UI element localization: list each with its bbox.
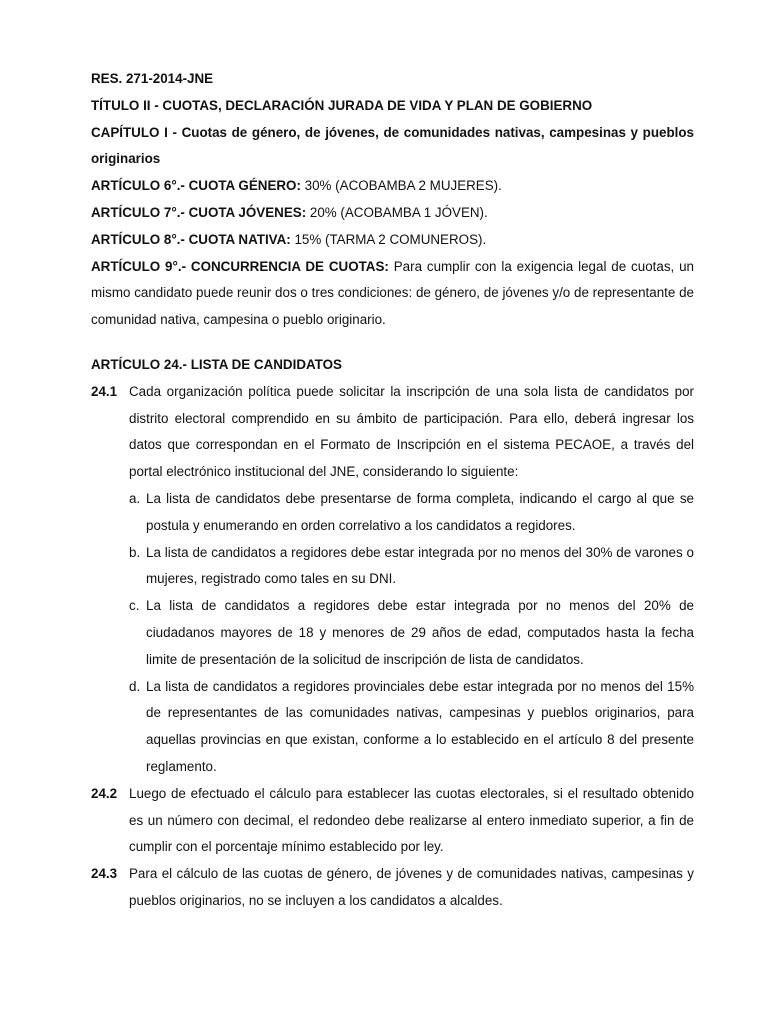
article-9-text: Para cumplir con la exigencia legal de cuotas, un mismo candidato puede reunir dos o tres condiciones: de género, de jóvenes y/o de representante de comunidad nativa, campesina o pueblo originario. <box>91 258 694 328</box>
list-item-letter: a. <box>129 490 141 506</box>
article-9-label: ARTÍCULO 9°.- CONCURRENCIA DE CUOTAS: <box>91 258 389 274</box>
list-item <box>129 674 694 781</box>
article-6-text: 30% (ACOBAMBA 2 MUJERES). <box>300 178 502 194</box>
chapter-heading <box>91 120 694 174</box>
section-24-1-body <box>129 379 694 781</box>
section-24-2-text: Luego de efectuado el cálculo para establecer las cuotas electorales, si el resultado obtenido es un número con decimal, el redondeo debe realizarse al entero inmediato superior, a fin de cumplir con el porcentaje mínimo establecido por ley. <box>129 785 694 855</box>
title-heading: TÍTULO II - CUOTAS, DECLARACIÓN JURADA DE VIDA Y PLAN DE GOBIERNO <box>91 97 593 113</box>
section-24-1-text: Cada organización política puede solicitar la inscripción de una sola lista de candidatos por distrito electoral comprendido en su ámbito de participación. Para ello, deberá ingresar los datos que correspondan en el Formato de Inscripción en el sistema PECAOE, a través del portal electrónico institucional del JNE, considerando lo siguiente: <box>129 383 694 480</box>
section-24-1-number: 24.1 <box>91 383 118 399</box>
section-24-3-body <box>129 861 694 915</box>
article-8-text: 15% (TARMA 2 COMUNEROS). <box>290 231 487 247</box>
chapter-text: Cuotas de género, de jóvenes, de comunidades nativas, campesinas y pueblos originarios <box>91 124 694 167</box>
article-6 <box>91 173 694 200</box>
list-item-text: La lista de candidatos a regidores provinciales debe estar integrada por no menos del 15% de representantes de las comunidades nativas, campesinas y pueblos originarios, para aquellas provincias en que existan, conforme a lo establecido en el artículo 8 del presente reglamento. <box>146 678 694 774</box>
article-8-label: ARTÍCULO 8°.- CUOTA NATIVA: <box>91 231 291 247</box>
list-item-letter: c. <box>129 598 140 614</box>
section-24-2-body <box>129 781 694 861</box>
list-item <box>129 486 694 540</box>
list-item-letter: d. <box>129 678 141 694</box>
list-item-letter: b. <box>129 544 141 560</box>
article-7 <box>91 200 694 227</box>
list-item <box>129 540 694 594</box>
article-8 <box>91 227 694 254</box>
list-item-text: La lista de candidatos a regidores debe estar integrada por no menos del 20% de ciudadanos mayores de 18 y menores de 29 años de edad, computados hasta la fecha limite de presentación de la solicitud de inscripción de lista de candidatos. <box>146 598 694 667</box>
list-item-text: La lista de candidatos a regidores debe estar integrada por no menos del 30% de varones o mujeres, registrado como tales en su DNI. <box>146 544 694 587</box>
list-item <box>129 593 694 673</box>
section-24-3-number: 24.3 <box>91 866 118 882</box>
article-9 <box>91 254 694 334</box>
article-7-label: ARTÍCULO 7°.- CUOTA JÓVENES: <box>91 204 307 220</box>
list-item-text: La lista de candidatos debe presentarse de forma completa, indicando el cargo al que se postula y enumerando en orden correlativo a los candidatos a regidores. <box>146 490 694 533</box>
article-6-label: ARTÍCULO 6°.- CUOTA GÉNERO: <box>91 178 301 194</box>
article-7-text: 20% (ACOBAMBA 1 JÓVEN). <box>306 204 488 220</box>
article-24-title: ARTÍCULO 24.- LISTA DE CANDIDATOS <box>91 356 342 372</box>
section-24-3 <box>91 861 694 915</box>
resolution-number: RES. 271-2014-JNE <box>91 71 214 86</box>
section-24-1 <box>91 379 694 781</box>
spacer <box>91 334 694 352</box>
section-24-2 <box>91 781 694 861</box>
chapter-label: CAPÍTULO I - <box>91 124 182 140</box>
section-24-3-text: Para el cálculo de las cuotas de género, de jóvenes y de comunidades nativas, campesinas y pueblos originarios, no se incluyen a los candidatos a alcaldes. <box>129 866 694 908</box>
section-24-2-number: 24.2 <box>91 785 118 801</box>
